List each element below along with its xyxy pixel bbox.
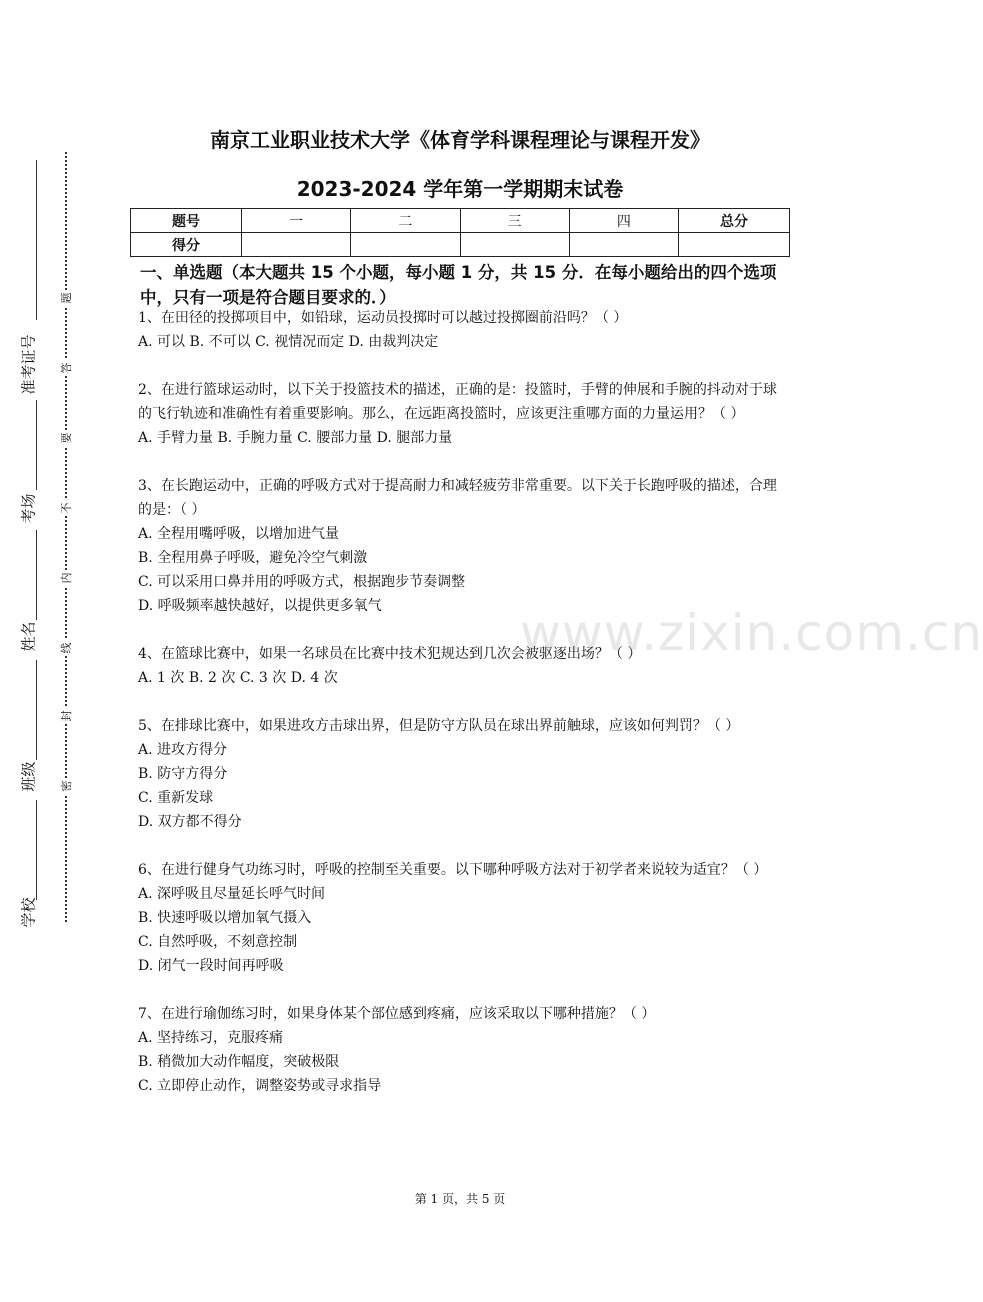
question <box>138 474 786 618</box>
option: B. 全程用鼻子呼吸，避免冷空气刺激 <box>138 550 368 566</box>
field-label-exam-room: 考场 <box>19 493 38 524</box>
question-options: A. 1 次 B. 2 次 C. 3 次 D. 4 次 <box>138 670 338 686</box>
score-table-header-row <box>131 209 790 233</box>
option: B. 快速呼吸以增加氧气摄入 <box>138 910 312 926</box>
exam-title: 南京工业职业技术大学《体育学科课程理论与课程开发》 <box>210 128 710 152</box>
option: C. 重新发球 <box>138 790 214 806</box>
score-header-cell: 题号 <box>131 209 242 233</box>
question <box>138 714 786 834</box>
score-cell[interactable] <box>679 233 790 257</box>
seal-char: 线 <box>58 640 74 656</box>
option: A. 全程用嘴呼吸，以增加进气量 <box>138 526 340 542</box>
question <box>138 1002 786 1098</box>
score-table <box>130 208 790 257</box>
question-stem: 7、在进行瑜伽练习时，如果身体某个部位感到疼痛，应该采取以下哪种措施？（ ） <box>138 1006 656 1022</box>
option: D. 闭气一段时间再呼吸 <box>138 958 284 974</box>
question-stem: 6、在进行健身气功练习时，呼吸的控制至关重要。以下哪种呼吸方法对于初学者来说较为适宜？（ ） <box>138 862 768 878</box>
seal-char: 封 <box>58 708 74 724</box>
score-row-label: 得分 <box>131 233 242 257</box>
question-options: A. 手臂力量 B. 手腕力量 C. 腰部力量 D. 腿部力量 <box>138 430 453 446</box>
seal-char: 答 <box>58 360 74 376</box>
field-label-class: 班级 <box>19 761 38 792</box>
seal-char: 题 <box>58 290 74 306</box>
option: D. 双方都不得分 <box>138 814 242 830</box>
section-heading: 一、单选题（本大题共 15 个小题，每小题 1 分，共 15 分．在每小题给出的四个选项中，只有一项是符合题目要求的．） <box>140 263 777 307</box>
score-table-score-row <box>131 233 790 257</box>
seal-char: 内 <box>58 570 74 586</box>
score-header-cell: 三 <box>460 209 569 233</box>
field-label-exam-id: 准考证号 <box>19 334 38 395</box>
question <box>138 378 786 450</box>
question-stem: 2、在进行篮球运动时，以下关于投篮技术的描述，正确的是：投篮时，手臂的伸展和手腕的抖动对于球的飞行轨迹和准确性有着重要影响。那么，在远距离投篮时，应该更注重哪方面的力量运用？（ ） <box>138 382 777 422</box>
question-stem: 3、在长跑运动中，正确的呼吸方式对于提高耐力和减轻疲劳非常重要。以下关于长跑呼吸的描述，合理的是：（ ） <box>138 478 777 518</box>
score-header-cell: 四 <box>569 209 678 233</box>
score-cell[interactable] <box>569 233 678 257</box>
score-header-cell: 总分 <box>679 209 790 233</box>
question-stem: 5、在排球比赛中，如果进攻方击球出界，但是防守方队员在球出界前触球，应该如何判罚？（ ） <box>138 718 740 734</box>
question <box>138 306 786 354</box>
page-footer: 第 1 页，共 5 页 <box>414 1192 506 1206</box>
option: B. 稍微加大动作幅度，突破极限 <box>138 1054 340 1070</box>
score-cell[interactable] <box>460 233 569 257</box>
option: C. 自然呼吸，不刻意控制 <box>138 934 298 950</box>
score-header-cell: 一 <box>242 209 351 233</box>
option: A. 坚持练习，克服疼痛 <box>138 1030 284 1046</box>
seal-char: 不 <box>58 500 74 516</box>
binding-dotted-line <box>65 152 67 922</box>
option: D. 呼吸频率越快越好，以提供更多氧气 <box>138 598 382 614</box>
score-cell[interactable] <box>242 233 351 257</box>
score-header-cell: 二 <box>351 209 460 233</box>
option: C. 立即停止动作，调整姿势或寻求指导 <box>138 1078 382 1094</box>
exam-subtitle: 2023-2024 学年第一学期期末试卷 <box>296 177 624 201</box>
seal-char: 密 <box>58 778 74 794</box>
option: A. 进攻方得分 <box>138 742 228 758</box>
score-cell[interactable] <box>351 233 460 257</box>
seal-char: 要 <box>58 430 74 446</box>
question <box>138 858 786 978</box>
option: B. 防守方得分 <box>138 766 228 782</box>
question-stem: 1、在田径的投掷项目中，如铅球，运动员投掷时可以越过投掷圈前沿吗？（ ） <box>138 310 628 326</box>
question-list <box>138 306 786 1122</box>
field-label-school: 学校 <box>19 897 38 928</box>
watermark: www.zixin.com.cn <box>520 604 983 662</box>
field-label-name: 姓名 <box>19 621 38 652</box>
option: C. 可以采用口鼻并用的呼吸方式，根据跑步节奏调整 <box>138 574 466 590</box>
question-stem: 4、在篮球比赛中，如果一名球员在比赛中技术犯规达到几次会被驱逐出场？（ ） <box>138 646 642 662</box>
option: A. 深呼吸且尽量延长呼气时间 <box>138 886 326 902</box>
question-options: A. 可以 B. 不可以 C. 视情况而定 D. 由裁判决定 <box>138 334 439 350</box>
